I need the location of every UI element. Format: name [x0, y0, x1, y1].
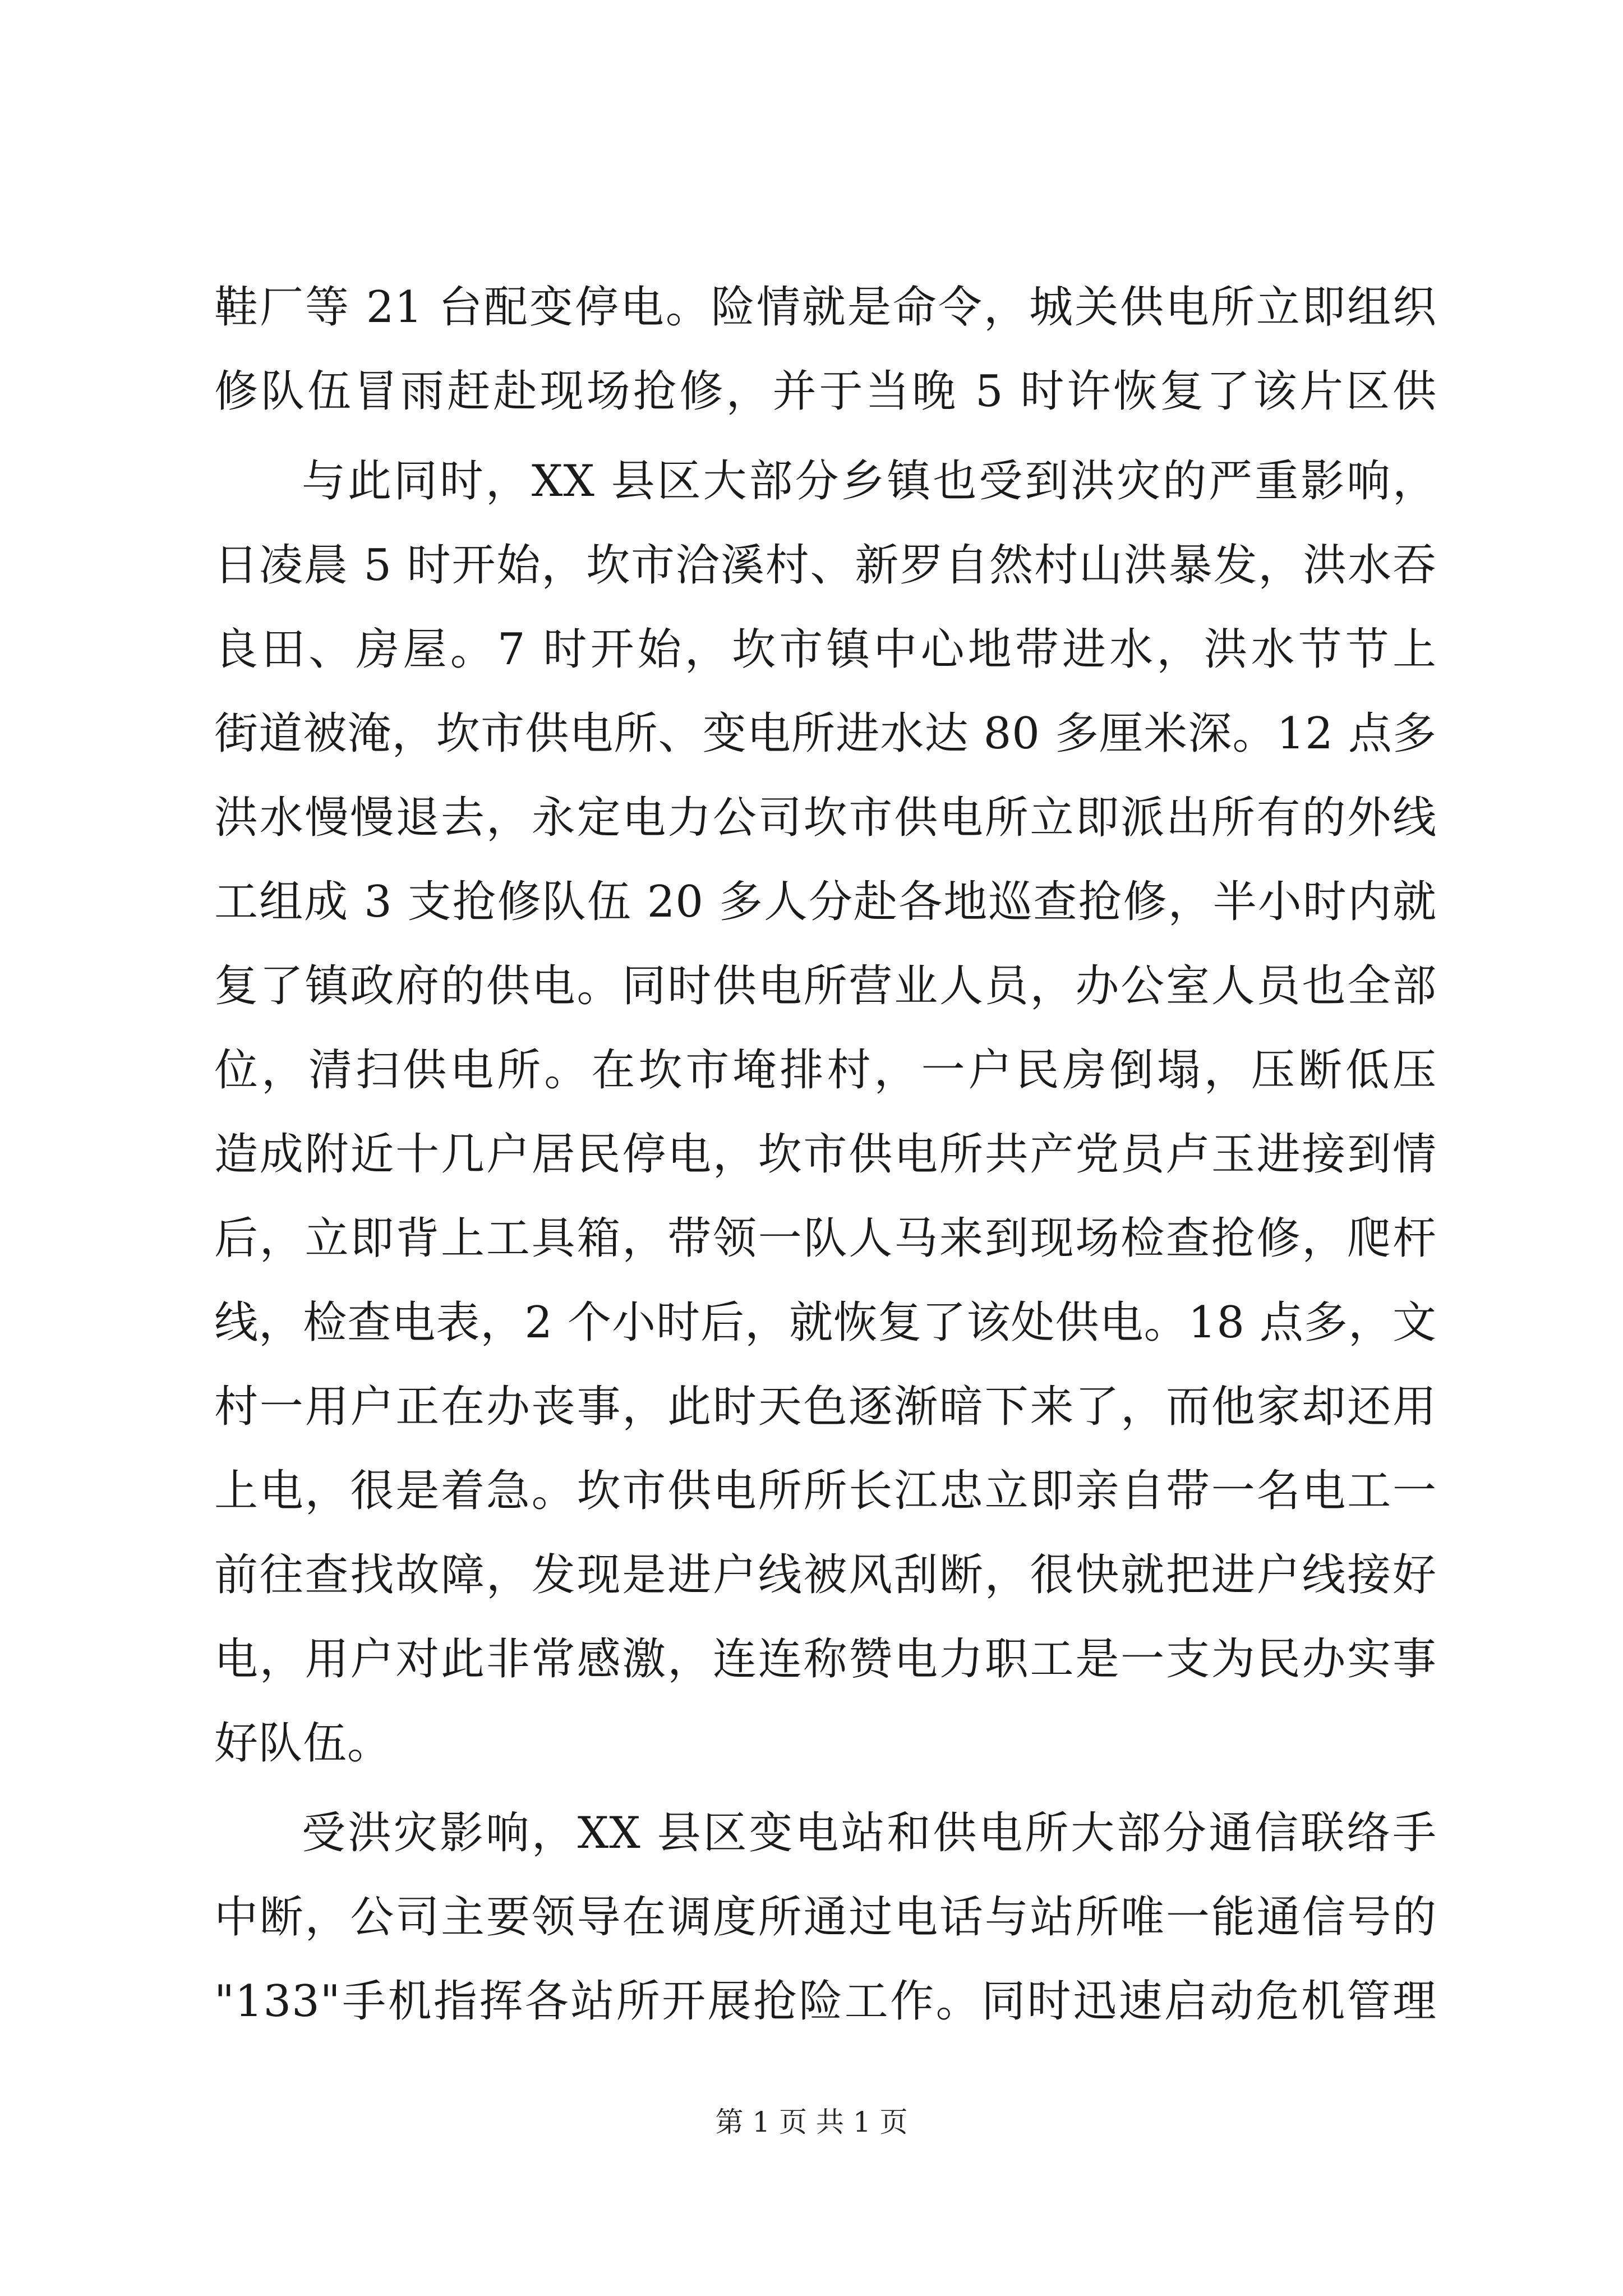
text-line: 村一用户正在办丧事，此时天色逐渐暗下来了，而他家却还用 — [214, 1382, 1437, 1432]
text-line: 上电，很是着急。坎市供电所所长江忠立即亲自带一名电工一 — [214, 1466, 1437, 1516]
text-line: 受洪灾影响，XX 县区变电站和供电所大部分通信联络手 — [302, 1808, 1437, 1858]
text-line: 洪水慢慢退去，永定电力公司坎市供电所立即派出所有的外线 — [214, 793, 1437, 843]
text-line: 修队伍冒雨赶赴现场抢修，并于当晚 5 时许恢复了该片区供 — [214, 366, 1437, 417]
text-line: 日凌晨 5 时开始，坎市洽溪村、新罗自然村山洪暴发，洪水吞 — [214, 540, 1437, 591]
text-line: 位，清扫供电所。在坎市埯排村，一户民房倒塌，压断低压 — [214, 1045, 1437, 1096]
text-line: 前往查找故障，发现是进户线被风刮断，很快就把进户线接好 — [214, 1550, 1437, 1600]
text-line: 工组成 3 支抢修队伍 20 多人分赴各地巡查抢修，半小时内就 — [214, 877, 1437, 927]
page-number-footer: 第 1 页 共 1 页 — [715, 2106, 908, 2138]
text-line: 电，用户对此非常感激，连连称赞电力职工是一支为民办实事 — [214, 1634, 1437, 1685]
text-line: 造成附近十几户居民停电，坎市供电所共产党员卢玉进接到情 — [214, 1129, 1437, 1180]
text-line: 好队伍。 — [214, 1718, 392, 1769]
text-line: 后，立即背上工具箱，带领一队人马来到现场检查抢修，爬杆 — [214, 1213, 1437, 1264]
text-line: 复了镇政府的供电。同时供电所营业人员，办公室人员也全部 — [214, 961, 1437, 1011]
text-line: 线，检查电表，2 个小时后，就恢复了该处供电。18 点多，文 — [214, 1297, 1437, 1348]
text-line: "133"手机指挥各站所开展抢险工作。同时迅速启动危机管理 — [214, 1976, 1437, 2027]
text-line: 街道被淹，坎市供电所、变电所进水达 80 多厘米深。12 点多 — [214, 708, 1437, 759]
text-line: 中断，公司主要领导在调度所通过电话与站所唯一能通信号的 — [214, 1892, 1437, 1943]
text-line: 鞋厂等 21 台配变停电。险情就是命令，城关供电所立即组织 — [214, 282, 1437, 333]
text-line: 与此同时，XX 县区大部分乡镇也受到洪灾的严重影响， — [302, 456, 1437, 507]
text-line: 良田、房屋。7 时开始，坎市镇中心地带进水，洪水节节上 — [214, 624, 1437, 675]
